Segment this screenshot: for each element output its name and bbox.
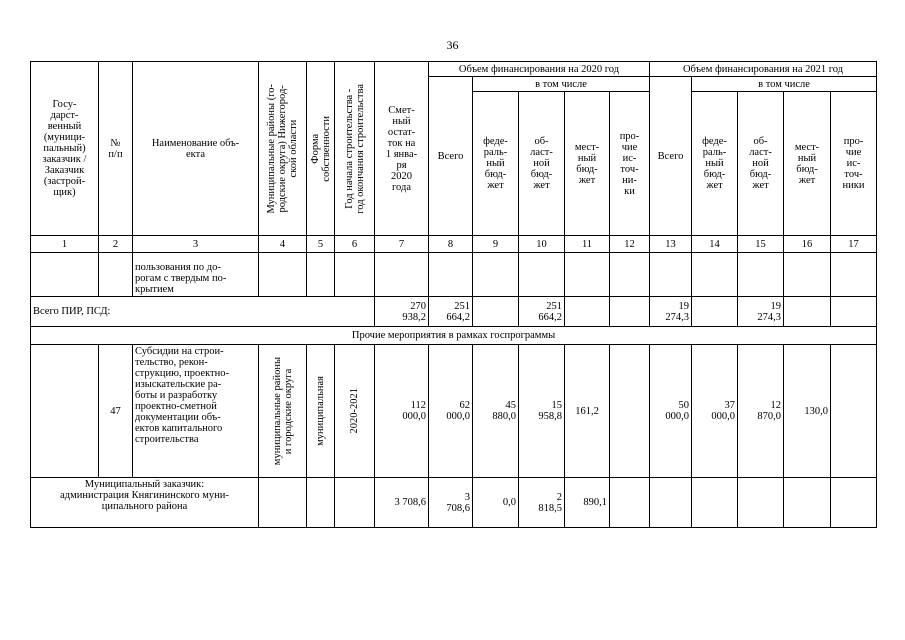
column-number: 16 <box>784 236 831 253</box>
customer-2020-regional: 2 818,5 <box>519 478 565 528</box>
item-47-2020-federal: 45 880,0 <box>473 345 519 478</box>
column-number: 8 <box>429 236 473 253</box>
item-47-2020-regional: 15 958,8 <box>519 345 565 478</box>
header-years-cell <box>335 62 375 236</box>
total-pir-row <box>31 297 877 327</box>
item-47-2020-local: 161,2 <box>565 345 610 478</box>
item-47-2021-federal: 37 000,0 <box>692 345 738 478</box>
item-47-ownership: муниципальная <box>315 376 326 446</box>
budget-table <box>30 61 877 528</box>
column-number: 2 <box>99 236 133 253</box>
header-total-2021: Всего <box>650 77 692 236</box>
customer-2020-federal: 0,0 <box>473 478 519 528</box>
column-number: 4 <box>259 236 307 253</box>
header-object-name: Наименование объ- екта <box>133 62 259 236</box>
column-number: 10 <box>519 236 565 253</box>
item-47-years: 2020-2021 <box>349 388 360 434</box>
section-row <box>31 327 877 345</box>
item-47-number: 47 <box>99 345 133 478</box>
continuation-row <box>31 253 877 297</box>
header-total-2020: Всего <box>429 77 473 236</box>
header-ownership: Форма собственности <box>309 115 332 182</box>
header-number: № п/п <box>99 62 133 236</box>
column-number: 17 <box>831 236 877 253</box>
item-47-ownership-cell <box>307 345 335 478</box>
page-number: 36 <box>446 38 459 52</box>
header-federal-2020: феде- раль- ный бюд- жет <box>473 92 519 236</box>
header-years: Год начала строительства - год окончания строительства <box>343 83 366 214</box>
header-federal-2021: феде- раль- ный бюд- жет <box>692 92 738 236</box>
column-number: 13 <box>650 236 692 253</box>
continuation-text: пользования по до- рогам с твердым по- крытием <box>133 253 259 297</box>
column-number: 6 <box>335 236 375 253</box>
section-title: Прочие мероприятия в рамках госпрограммы <box>31 327 877 345</box>
column-number: 9 <box>473 236 519 253</box>
column-number-row <box>31 236 877 253</box>
header-remaining: Смет- ный остат- ток на 1 янва- ря 2020 года <box>375 62 429 236</box>
total-pir-2021-total: 19 274,3 <box>650 297 692 327</box>
header-local-2020: мест- ный бюд- жет <box>565 92 610 236</box>
item-47-2021-regional: 12 870,0 <box>738 345 784 478</box>
total-pir-label: Всего ПИР, ПСД: <box>31 297 375 327</box>
item-47-row <box>31 345 877 478</box>
total-pir-2020-total: 251 664,2 <box>429 297 473 327</box>
header-regional-2020: об- ласт- ной бюд- жет <box>519 92 565 236</box>
column-number: 15 <box>738 236 784 253</box>
customer-2020-total: 3 708,6 <box>429 478 473 528</box>
header-regional-2021: об- ласт- ной бюд- жет <box>738 92 784 236</box>
header-district: Муниципальные районы (го- родские округа) Нижегород- ской области <box>266 83 299 214</box>
customer-row <box>31 478 877 528</box>
column-number: 7 <box>375 236 429 253</box>
header-incl-2020: в том числе <box>473 77 650 92</box>
column-number: 12 <box>610 236 650 253</box>
item-47-2021-local: 130,0 <box>784 345 831 478</box>
item-47-district-cell <box>259 345 307 478</box>
header-fin-2021: Объем финансирования на 2021 год <box>650 62 877 77</box>
header-fin-2020: Объем финансирования на 2020 год <box>429 62 650 77</box>
total-pir-2020-regional: 251 664,2 <box>519 297 565 327</box>
header-local-2021: мест- ный бюд- жет <box>784 92 831 236</box>
header-other-2021: про- чие ис- точ- ники <box>831 92 877 236</box>
column-number: 11 <box>565 236 610 253</box>
column-number: 5 <box>307 236 335 253</box>
total-pir-2021-regional: 19 274,3 <box>738 297 784 327</box>
item-47-years-cell <box>335 345 375 478</box>
customer-2020-local: 890,1 <box>565 478 610 528</box>
customer-label: Муниципальный заказчик: администрация Княгининского муни- ципального района <box>31 478 259 528</box>
item-47-remaining: 112 000,0 <box>375 345 429 478</box>
item-47-2020-total: 62 000,0 <box>429 345 473 478</box>
item-47-2021-total: 50 000,0 <box>650 345 692 478</box>
header-other-2020: про- чие ис- точ- ни- ки <box>610 92 650 236</box>
item-47-district: муниципальные районы и городские округа <box>271 356 294 466</box>
column-number: 3 <box>133 236 259 253</box>
column-number: 1 <box>31 236 99 253</box>
header-incl-2021: в том числе <box>692 77 877 92</box>
header-ownership-cell <box>307 62 335 236</box>
total-pir-remaining: 270 938,2 <box>375 297 429 327</box>
column-number: 14 <box>692 236 738 253</box>
header-district-cell <box>259 62 307 236</box>
header-customer: Госу- дарст- венный (муници- пальный) заказчик / Заказчик (застрой- щик) <box>31 62 99 236</box>
customer-remaining: 3 708,6 <box>375 478 429 528</box>
item-47-name: Субсидии на строи- тельство, рекон- струкцию, проектно- изыскательские ра- боты и разработку проектно-сметной документации объ- ектов капитального строительства <box>133 345 259 478</box>
